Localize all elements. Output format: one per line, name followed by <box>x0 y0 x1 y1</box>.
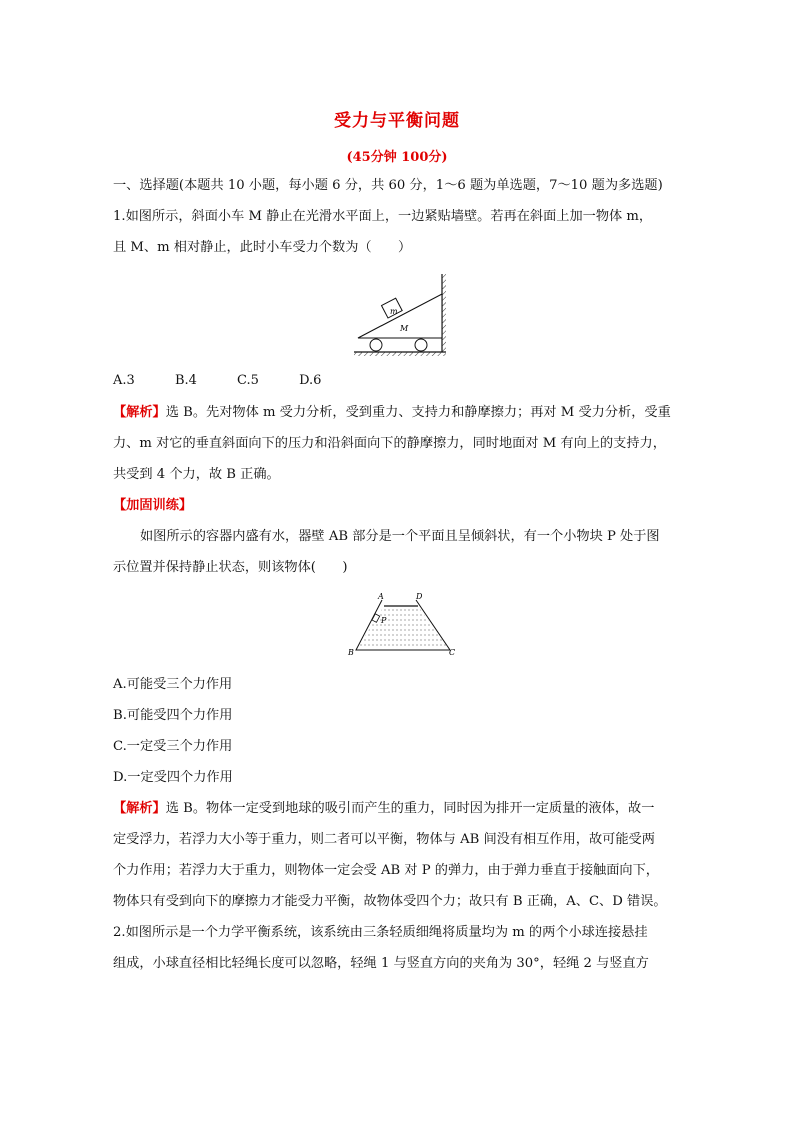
q1-option-b: B.4 <box>174 373 197 388</box>
training-figure-container <box>344 592 458 660</box>
q1-option-a: A.3 <box>113 373 135 388</box>
q1-option-d: D.6 <box>299 373 322 388</box>
training-fig-label-p: P <box>381 616 387 625</box>
training-option-a: A.可能受三个力作用 <box>113 677 233 692</box>
training-analysis-line-2: 定受浮力，若浮力大小等于重力，则二者可以平衡，物体与 AB 间没有相互作用，故可能受两 <box>113 832 655 847</box>
training-fig-label-a: A <box>378 592 384 601</box>
training-tag: 【加固训练】 <box>113 498 193 513</box>
page-title: 受力与平衡问题 <box>334 111 460 131</box>
q1-analysis-line-1: 【解析】选 B。先对物体 m 受力分析，受到重力、支持力和静摩擦力；再对 M 受力分析，受重 <box>113 405 671 420</box>
training-fig-label-d: D <box>416 592 423 601</box>
q1-analysis-tag: 【解析】 <box>113 405 166 420</box>
q1-text-line-2: 且 M、m 相对静止，此时小车受力个数为（ ） <box>113 240 412 255</box>
q1-fig-label-m: m <box>390 307 398 316</box>
training-fig-label-c: C <box>449 648 456 657</box>
q1-fig-label-M: M <box>400 324 409 333</box>
training-text-line-1: 如图所示的容器内盛有水，器壁 AB 部分是一个平面且呈倾斜状，有一个小物块 P 处于图 <box>140 529 660 544</box>
page-subtitle: (45分钟 100分) <box>346 150 448 165</box>
training-text-line-2: 示位置并保持静止状态，则该物体( ) <box>113 560 348 575</box>
q1-analysis-line-3: 共受到 4 个力，故 B 正确。 <box>113 467 280 482</box>
training-analysis-tag: 【解析】 <box>113 801 166 816</box>
q1-options <box>113 373 357 388</box>
training-analysis-line-4: 物体只有受到向下的摩擦力才能受力平衡，故物体受四个力；故只有 B 正确，A、C、D 错误。 <box>113 894 667 909</box>
training-option-b: B.可能受四个力作用 <box>113 708 233 723</box>
q1-option-c: C.5 <box>237 373 259 388</box>
q1-analysis-line-2: 力、m 对它的垂直斜面向下的压力和沿斜面向下的静摩擦力，同时地面对 M 有向上的支持力， <box>113 436 666 451</box>
q2-text-line-1: 2.如图所示是一个力学平衡系统，该系统由三条轻质细绳将质量均为 m 的两个小球连接悬挂 <box>113 925 648 940</box>
training-option-d: D.一定受四个力作用 <box>113 770 233 785</box>
q1-text-line-1: 1.如图所示，斜面小车 M 静止在光滑水平面上，一边紧贴墙壁。若再在斜面上加一物体 m， <box>113 209 653 224</box>
training-analysis-line-3: 个力作用；若浮力大于重力，则物体一定会受 AB 对 P 的弹力，由于弹力垂直于接触面向下， <box>113 863 659 878</box>
training-analysis-line-1: 【解析】选 B。物体一定受到地球的吸引而产生的重力，同时因为排开一定质量的液体，故一 <box>113 801 655 816</box>
q1-figure-incline-cart <box>350 268 460 358</box>
q2-text-line-2: 组成，小球直径相比轻绳长度可以忽略，轻绳 1 与竖直方向的夹角为 30°，轻绳 2 与竖直方 <box>113 956 649 971</box>
section-heading: 一、选择题(本题共 10 小题，每小题 6 分，共 60 分，1～6 题为单选题，7～10 题为多选题) <box>113 178 663 193</box>
training-option-c: C.一定受三个力作用 <box>113 739 233 754</box>
training-fig-label-b: B <box>348 648 354 657</box>
